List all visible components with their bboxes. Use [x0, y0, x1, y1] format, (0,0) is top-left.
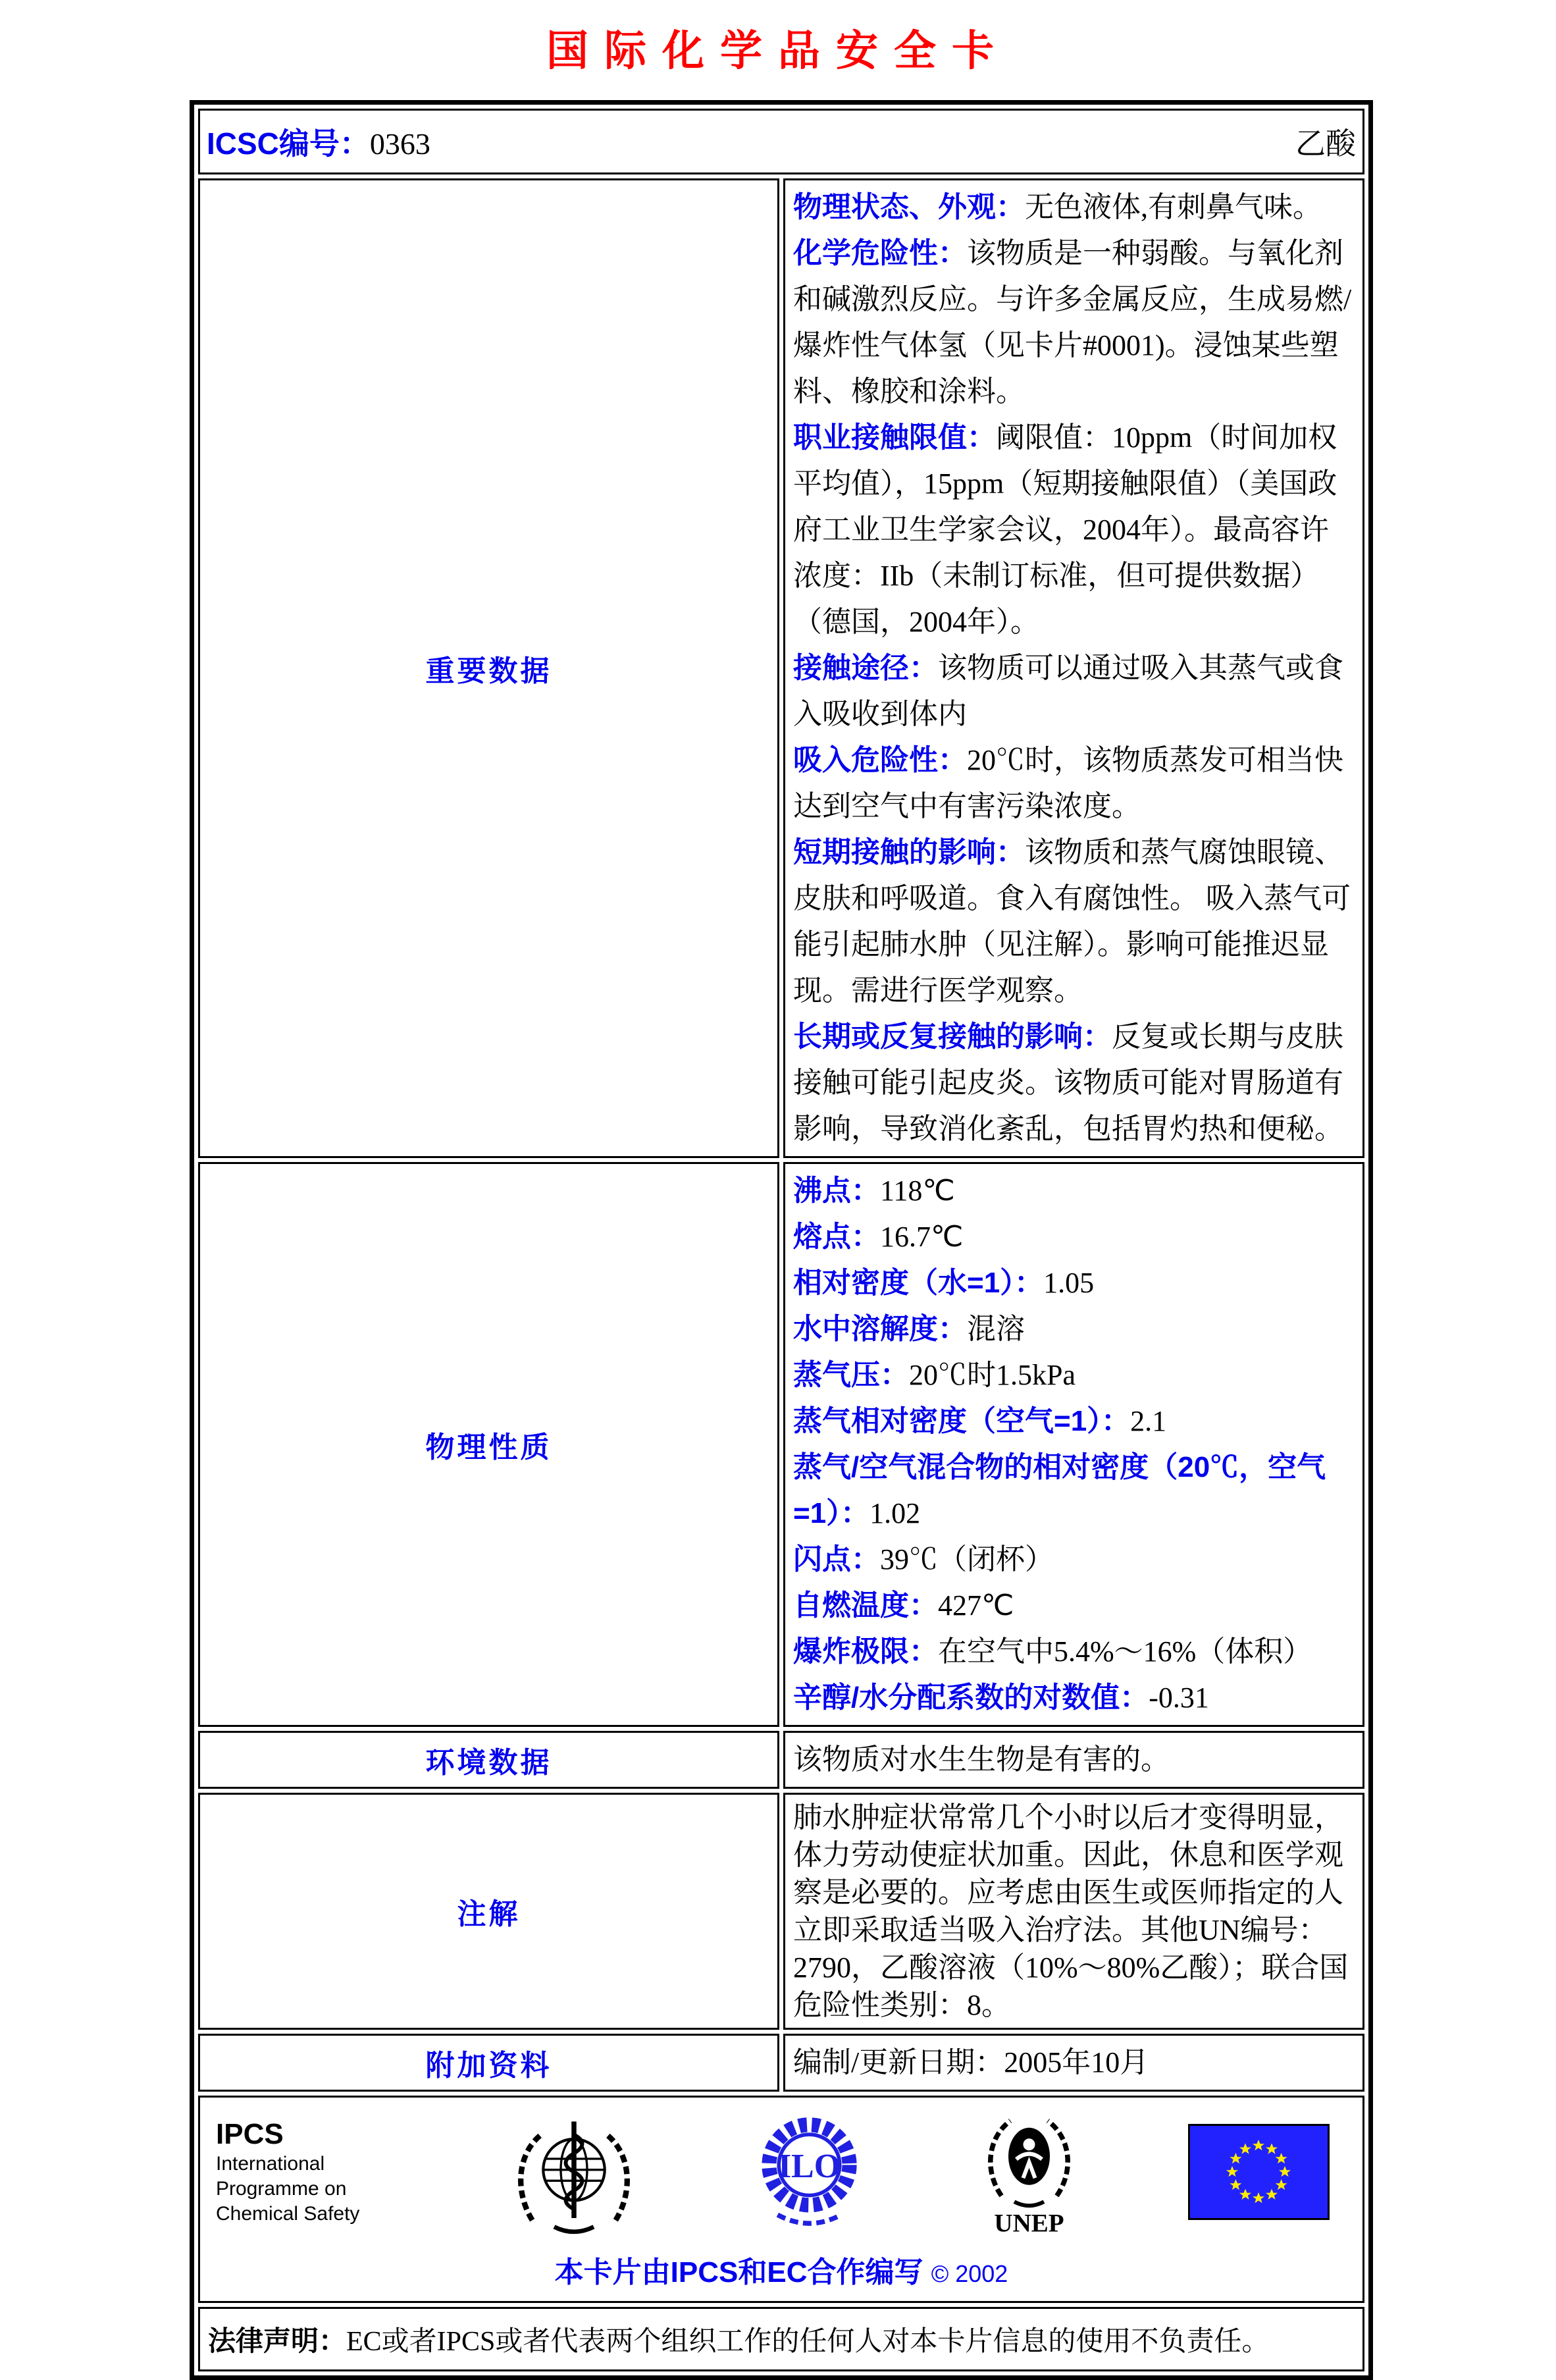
physical-item: [793, 1214, 1355, 1260]
field-label: 职业接触限值：: [793, 421, 996, 454]
field-label: 短期接触的影响：: [793, 836, 1025, 868]
section-label-physical: 物理性质: [198, 1162, 779, 1727]
physical-item: [793, 1629, 1355, 1675]
field-text: 1.05: [1043, 1267, 1095, 1299]
field-text: 2.1: [1130, 1405, 1167, 1437]
field-label: 闪点：: [793, 1543, 880, 1575]
field-label: 蒸气/空气混合物的相对密度（20℃，空气=1）：: [793, 1451, 1326, 1529]
field-label: 物理状态、外观：: [793, 191, 1025, 223]
physical-item: [793, 1398, 1355, 1444]
section-label-important: 重要数据: [198, 178, 779, 1158]
who-logo-icon: [505, 2106, 643, 2238]
field-label: 辛醇/水分配系数的对数值：: [793, 1681, 1149, 1714]
physical-item: [793, 1675, 1355, 1721]
caption-text: 本卡片由IPCS和EC合作编写: [554, 2256, 923, 2288]
important-item: [793, 184, 1355, 230]
field-label: 蒸气相对密度（空气=1）：: [793, 1405, 1131, 1437]
svg-text:ILO: ILO: [777, 2147, 841, 2185]
cooperation-caption: [213, 2248, 1349, 2290]
unep-logo-icon: [975, 2104, 1083, 2239]
field-text: 该物质对水生生物是有害的。: [793, 1743, 1170, 1776]
important-item: [793, 1014, 1355, 1152]
section-row-environment: [198, 1731, 1364, 1789]
field-text: 该物质可以通过吸入其蒸气或食入吸收到体内: [793, 652, 1343, 730]
ipcs-subtitle-line: Chemical Safety: [216, 2202, 360, 2225]
section-label-additional: 附加资料: [198, 2034, 779, 2092]
important-item: [793, 737, 1355, 830]
section-content-important: [783, 178, 1364, 1158]
field-text: 混溶: [967, 1313, 1025, 1345]
important-item: [793, 415, 1355, 645]
field-text: 39℃（闭杯）: [880, 1543, 1054, 1575]
section-content-environment: [783, 1731, 1364, 1789]
icsc-number-label: ICSC编号：: [207, 126, 370, 161]
important-item: [793, 645, 1355, 737]
field-text: 20℃时，该物质蒸发可相当快达到空气中有害污染浓度。: [793, 744, 1343, 822]
field-text: 该物质是一种弱酸。与氧化剂和碱激烈反应。与许多金属反应，生成易燃/爆炸性气体氢（见卡片#0001)。浸蚀某些塑料、橡胶和涂料。: [793, 237, 1352, 408]
section-content-additional: [783, 2034, 1364, 2092]
legal-row: [198, 2307, 1364, 2371]
section-row-notes: [198, 1793, 1364, 2030]
field-label: 长期或反复接触的影响：: [793, 1020, 1112, 1053]
physical-item: [793, 1306, 1355, 1352]
ipcs-title: IPCS: [216, 2117, 284, 2150]
field-label: 熔点：: [793, 1221, 880, 1253]
field-text: 1.02: [869, 1497, 921, 1529]
physical-item: [793, 1444, 1355, 1537]
field-label: 化学危险性：: [793, 237, 967, 269]
chemical-name: 乙酸: [1295, 127, 1356, 161]
field-text: 在空气中5.4%～16%（体积）: [938, 1635, 1312, 1668]
section-content-physical: [783, 1162, 1364, 1727]
field-label: 蒸气压：: [793, 1359, 909, 1391]
copyright-text: © 2002: [931, 2260, 1008, 2287]
header-row: [198, 109, 1364, 174]
section-label-notes: 注解: [198, 1793, 779, 2030]
field-label: 接触途径：: [793, 652, 938, 684]
field-text: 20℃时1.5kPa: [909, 1359, 1076, 1391]
ipcs-subtitle-line: International: [216, 2152, 325, 2175]
field-label: 吸入危险性：: [793, 744, 967, 776]
physical-item: [793, 1168, 1355, 1214]
field-text: 无色液体,有刺鼻气味。: [1025, 191, 1322, 223]
eu-flag-icon: [1188, 2124, 1330, 2220]
field-text: 反复或长期与皮肤接触可能引起皮炎。该物质可能对胃肠道有影响，导致消化紊乱，包括胃灼热和便秘。: [793, 1020, 1343, 1145]
field-text: 该物质和蒸气腐蚀眼镜、皮肤和呼吸道。食入有腐蚀性。 吸入蒸气可能引起肺水肿（见注解）。影响可能推迟显现。需进行医学观察。: [793, 836, 1351, 1007]
field-label: 沸点：: [793, 1175, 880, 1207]
field-label: 水中溶解度：: [793, 1313, 967, 1345]
legal-text: EC或者IPCS或者代表两个组织工作的任何人对本卡片信息的使用不负责任。: [346, 2327, 1270, 2357]
section-label-environment: 环境数据: [198, 1731, 779, 1789]
section-row-additional: [198, 2034, 1364, 2092]
ipcs-text-block: [216, 2117, 400, 2227]
field-text: 427℃: [938, 1589, 1014, 1622]
section-row-physical: [198, 1162, 1364, 1727]
physical-item: [793, 1352, 1355, 1398]
icsc-card-table: [190, 100, 1373, 2380]
field-label: 相对密度（水=1）：: [793, 1267, 1044, 1299]
header-cell: [198, 109, 1364, 174]
section-row-important: [198, 178, 1364, 1158]
section-content-notes: [783, 1793, 1364, 2030]
field-text: 118℃: [880, 1175, 955, 1207]
ipcs-subtitle-line: Programme on: [216, 2177, 347, 2200]
legal-cell: [198, 2307, 1364, 2371]
page-title: 国际化学品安全卡: [546, 26, 1010, 76]
physical-item: [793, 1537, 1355, 1583]
field-label: 爆炸极限：: [793, 1635, 938, 1668]
field-text: 肺水肿症状常常几个小时以后才变得明显，体力劳动使症状加重。因此，休息和医学观察是必要的。应考虑由医生或医师指定的人立即采取适当吸入治疗法。其他UN编号：2790，乙酸溶液（10%～80%乙酸）；联合国危险性类别：8。: [793, 1801, 1349, 2021]
field-text: 阈限值：10ppm（时间加权平均值），15ppm（短期接触限值）（美国政府工业卫生学家会议，2004年）。最高容许浓度：IIb（未制订标准，但可提供数据）（德国，2004年）。: [793, 421, 1337, 638]
physical-item: [793, 1583, 1355, 1629]
important-item: [793, 230, 1355, 415]
legal-label: 法律声明：: [208, 2325, 347, 2356]
icsc-number-value: 0363: [369, 127, 430, 161]
logos-cell: [198, 2096, 1364, 2303]
physical-item: [793, 1260, 1355, 1306]
logos-row: [198, 2096, 1364, 2303]
svg-text:UNEP: UNEP: [994, 2209, 1064, 2238]
important-item: [793, 830, 1355, 1014]
field-text: -0.31: [1149, 1681, 1209, 1714]
field-text: 16.7℃: [880, 1221, 964, 1253]
ilo-logo-icon: [748, 2107, 870, 2236]
field-label: 自燃温度：: [793, 1589, 938, 1622]
field-text: 编制/更新日期：2005年10月: [793, 2046, 1149, 2078]
